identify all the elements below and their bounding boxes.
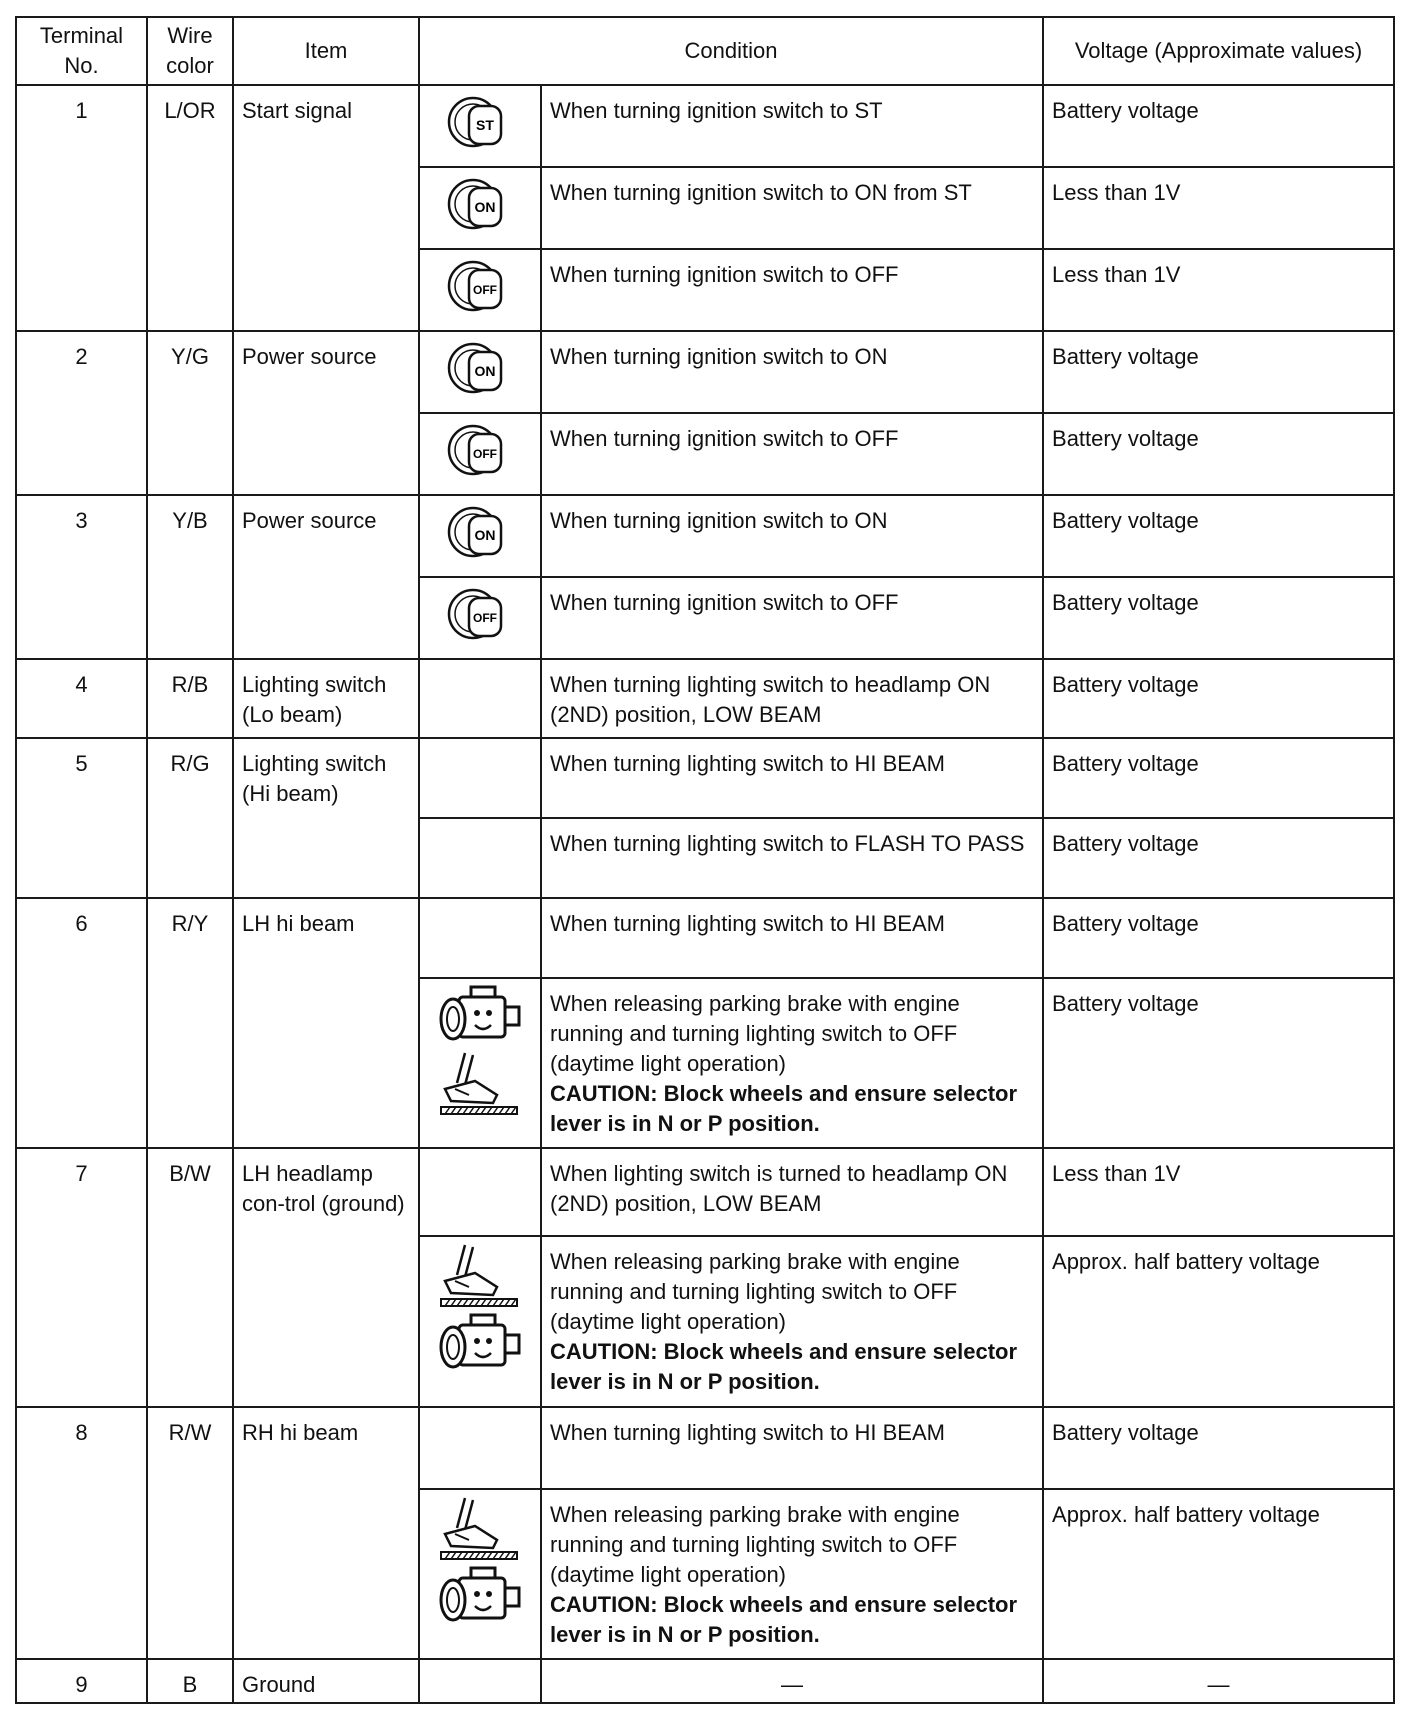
wire-color: Y/B	[147, 495, 233, 659]
voltage-value: Less than 1V	[1043, 167, 1394, 249]
condition-text	[541, 1407, 1043, 1489]
table-row	[16, 738, 1394, 818]
condition-icon-cell	[419, 1148, 541, 1236]
item-name: RH hi beam	[233, 1407, 419, 1659]
condition-icon-cell	[419, 978, 541, 1148]
wire-color: R/W	[147, 1407, 233, 1659]
terminal-number: 7	[16, 1148, 147, 1406]
condition-description: When turning ignition switch to ST	[550, 98, 883, 123]
header-terminal: Terminal No.	[16, 17, 147, 85]
condition-icon-cell	[419, 249, 541, 331]
item-name: LH headlamp con-trol (ground)	[233, 1148, 419, 1406]
condition-text	[541, 659, 1043, 739]
condition-icon-cell	[419, 1659, 541, 1703]
condition-text	[541, 898, 1043, 978]
voltage-value: Approx. half battery voltage	[1043, 1489, 1394, 1659]
key-position-label: OFF	[473, 610, 497, 625]
condition-text	[541, 167, 1043, 249]
table-row	[16, 85, 1394, 167]
voltage-value: Battery voltage	[1043, 413, 1394, 495]
header-row	[16, 17, 1394, 85]
condition-text	[541, 249, 1043, 331]
condition-icon-cell	[419, 1489, 541, 1659]
header-item: Item	[233, 17, 419, 85]
condition-text	[541, 577, 1043, 659]
voltage-value: Battery voltage	[1043, 978, 1394, 1148]
ignition-key-icon	[445, 254, 515, 318]
condition-description: When releasing parking brake with engine running and turning lighting switch to OFF (daytime light operation)	[550, 990, 960, 1076]
condition-text	[541, 1659, 1043, 1703]
terminal-number: 4	[16, 659, 147, 739]
terminal-number: 5	[16, 738, 147, 898]
voltage-value: Less than 1V	[1043, 249, 1394, 331]
ignition-key-icon	[445, 582, 515, 646]
condition-icon-cell	[419, 818, 541, 898]
caution-text: Block wheels and ensure selector lever is in N or P position.	[550, 1339, 1018, 1395]
item-name: LH hi beam	[233, 898, 419, 1148]
terminal-voltage-table	[15, 16, 1395, 1704]
ignition-key-icon	[445, 172, 515, 236]
key-position-label: ON	[474, 198, 496, 215]
item-name: Power source	[233, 331, 419, 495]
voltage-value: Approx. half battery voltage	[1043, 1236, 1394, 1406]
voltage-value: Less than 1V	[1043, 1148, 1394, 1236]
wire-color: B/W	[147, 1148, 233, 1406]
key-position-label: ST	[476, 117, 494, 133]
condition-description: When lighting switch is turned to headlamp ON (2ND) position, LOW BEAM	[550, 1161, 1008, 1217]
condition-icon-cell	[419, 413, 541, 495]
condition-description: When turning ignition switch to ON	[550, 507, 888, 533]
condition-description: When turning ignition switch to OFF	[550, 589, 899, 615]
condition-icon-cell	[419, 738, 541, 818]
header-wire-color: Wire color	[147, 17, 233, 85]
ignition-key-icon	[445, 336, 515, 400]
condition-description: When turning lighting switch to headlamp ON (2ND) position, LOW BEAM	[550, 671, 991, 727]
voltage-value: Battery voltage	[1043, 659, 1394, 739]
condition-icon-cell	[419, 167, 541, 249]
terminal-number: 1	[16, 85, 147, 331]
terminal-number: 6	[16, 898, 147, 1148]
terminal-number: 2	[16, 331, 147, 495]
condition-text	[541, 738, 1043, 818]
caution-label: CAUTION:	[550, 1339, 658, 1365]
table-row	[16, 331, 1394, 413]
condition-icon-cell	[419, 495, 541, 577]
condition-text	[541, 1148, 1043, 1236]
table-row	[16, 1659, 1394, 1703]
engine-running-icon	[435, 1311, 525, 1377]
engine-running-icon	[435, 1564, 525, 1630]
key-position-label: OFF	[473, 282, 497, 297]
parking-brake-pedal-icon	[435, 1241, 525, 1311]
condition-description: —	[781, 1671, 803, 1697]
table-row	[16, 495, 1394, 577]
caution-text: Block wheels and ensure selector lever is in N or P position.	[550, 1080, 1018, 1136]
voltage-value: Battery voltage	[1043, 1407, 1394, 1489]
wire-color: R/B	[147, 659, 233, 739]
condition-icon-cell	[419, 577, 541, 659]
condition-description: When turning lighting switch to FLASH TO PASS	[550, 831, 1025, 857]
condition-description: When turning ignition switch to OFF	[550, 261, 899, 287]
caution-text: Block wheels and ensure selector lever is in N or P position.	[550, 1591, 1018, 1647]
condition-text	[541, 413, 1043, 495]
condition-text	[541, 1489, 1043, 1659]
key-position-label: ON	[474, 526, 496, 543]
condition-description: When releasing parking brake with engine running and turning lighting switch to OFF (daytime light operation)	[550, 1249, 960, 1335]
condition-text	[541, 331, 1043, 413]
item-name: Ground	[233, 1659, 419, 1703]
engine-running-icon	[435, 983, 525, 1049]
parking-brake-pedal-icon	[435, 1494, 525, 1564]
voltage-value: Battery voltage	[1043, 331, 1394, 413]
key-position-label: ON	[474, 362, 496, 379]
item-name: Start signal	[233, 85, 419, 331]
parking-brake-pedal-icon	[435, 1049, 525, 1119]
voltage-value: Battery voltage	[1043, 85, 1394, 167]
header-voltage: Voltage (Approximate values)	[1043, 17, 1394, 85]
terminal-number: 9	[16, 1659, 147, 1703]
terminal-number: 8	[16, 1407, 147, 1659]
ignition-key-icon	[445, 500, 515, 564]
condition-description: When turning lighting switch to HI BEAM	[550, 1419, 945, 1445]
voltage-value: —	[1043, 1659, 1394, 1703]
condition-icon-cell	[419, 1407, 541, 1489]
condition-description: When releasing parking brake with engine running and turning lighting switch to OFF (daytime light operation)	[550, 1501, 960, 1587]
condition-icon-cell	[419, 331, 541, 413]
voltage-value: Battery voltage	[1043, 495, 1394, 577]
item-name: Lighting switch (Hi beam)	[233, 738, 419, 898]
condition-text	[541, 1236, 1043, 1406]
caution-note	[550, 1590, 1034, 1650]
caution-note	[550, 1079, 1034, 1139]
caution-note	[550, 1337, 1034, 1397]
wire-color: L/OR	[147, 85, 233, 331]
header-condition: Condition	[419, 17, 1043, 85]
condition-description: When turning lighting switch to HI BEAM	[550, 911, 945, 937]
condition-text	[541, 85, 1043, 167]
table-row	[16, 1407, 1394, 1489]
voltage-value: Battery voltage	[1043, 577, 1394, 659]
condition-icon-cell	[419, 85, 541, 167]
condition-text	[541, 495, 1043, 577]
caution-label: CAUTION:	[550, 1080, 658, 1106]
key-position-label: OFF	[473, 446, 497, 461]
item-name: Lighting switch (Lo beam)	[233, 659, 419, 739]
terminal-number: 3	[16, 495, 147, 659]
voltage-value: Battery voltage	[1043, 818, 1394, 898]
condition-icon-cell	[419, 1236, 541, 1406]
table-row	[16, 659, 1394, 739]
condition-description: When turning ignition switch to OFF	[550, 425, 899, 451]
wire-color: Y/G	[147, 331, 233, 495]
table-row	[16, 1148, 1394, 1236]
item-name: Power source	[233, 495, 419, 659]
caution-label: CAUTION:	[550, 1591, 658, 1617]
condition-icon-cell	[419, 898, 541, 978]
voltage-value: Battery voltage	[1043, 738, 1394, 818]
wire-color: R/Y	[147, 898, 233, 1148]
table-row	[16, 898, 1394, 978]
wire-color: R/G	[147, 738, 233, 898]
ignition-key-icon	[445, 418, 515, 482]
condition-text	[541, 818, 1043, 898]
voltage-value: Battery voltage	[1043, 898, 1394, 978]
ignition-key-icon	[445, 90, 515, 154]
wire-color: B	[147, 1659, 233, 1703]
condition-icon-cell	[419, 659, 541, 739]
condition-description: When turning lighting switch to HI BEAM	[550, 751, 945, 777]
condition-description: When turning ignition switch to ON	[550, 343, 888, 369]
condition-text	[541, 978, 1043, 1148]
condition-description: When turning ignition switch to ON from ST	[550, 179, 972, 205]
